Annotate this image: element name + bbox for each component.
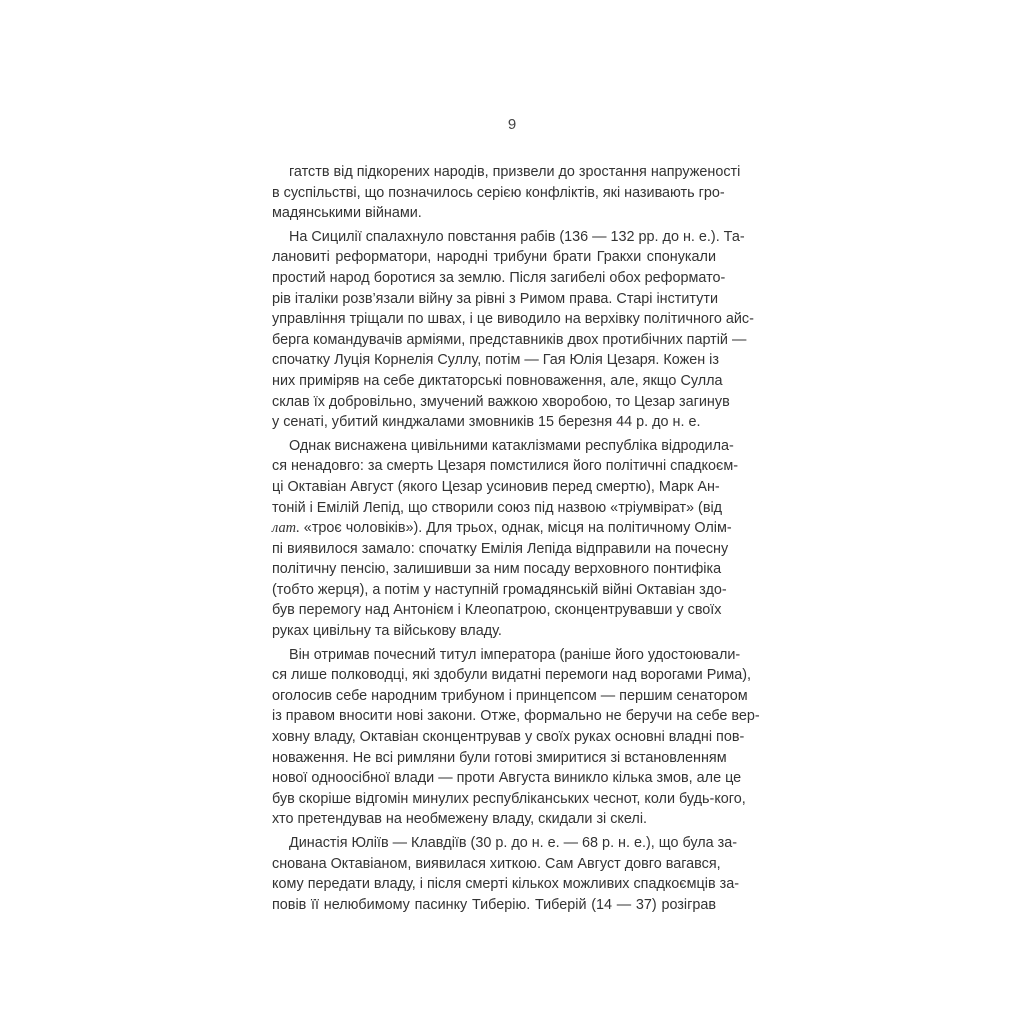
paragraph [272, 833, 740, 915]
paragraph [272, 162, 741, 224]
text-line: Однак виснажена цивільними катаклізмами республіка відродила- [289, 437, 734, 454]
text-line: ся лише полководці, які здобули видатні перемоги над ворогами Рима), [272, 667, 752, 684]
text-line: тоній і Емілій Лепід, що створили союз під назвою «тріумвірат» (від [272, 499, 723, 516]
text-line: (тобто жерця), а потім у наступній громадянській війні Октавіан здо- [272, 581, 727, 598]
text-line: гатств від підкорених народів, призвели до зростання напруженості [289, 164, 741, 180]
text-line: пі виявилося замало: спочатку Емілія Лепіда відправили на почесну [272, 540, 729, 557]
page-number: 9 [507, 116, 517, 133]
body-text [272, 162, 760, 918]
paragraph [272, 227, 754, 433]
text-line: із правом вносити нові закони. Отже, формально не беручи на себе вер- [272, 708, 760, 725]
text-line: політичну пенсію, залишивши за ним посаду верховного понтифіка [272, 561, 722, 578]
text-line: лат. «троє чоловіків»). Для трьох, однак, місця на політичному Олім- [272, 520, 732, 537]
text-line: хто претендував на необмежену владу, скидали зі скелі. [272, 811, 648, 828]
text-line: спочатку Луція Корнелія Суллу, потім — Гая Юлія Цезаря. Кожен із [272, 352, 719, 369]
paragraph [272, 436, 739, 642]
text-line: управління тріщали по швах, і це виводило на верхівку політичного айс- [272, 311, 754, 328]
text-line: ховну владу, Октавіан сконцентрував у своїх руках основні владні пов- [272, 729, 745, 746]
text-line: лановиті реформатори, народні трибуни брати Гракхи спонукали [272, 249, 716, 266]
text-line: ся ненадовго: за смерть Цезаря помстилися його політичні спадкоєм- [272, 458, 739, 475]
paragraph [272, 645, 760, 830]
text-line: Династія Юліїв — Клавдіїв (30 р. до н. е. — 68 р. н. е.), що була за- [289, 835, 738, 851]
text-line: оголосив себе народним трибуном і принцепсом — першим сенатором [272, 687, 748, 704]
text-line: в суспільстві, що позначилось серією конфліктів, які називають гро- [272, 184, 725, 201]
text-line: ці Октавіан Август (якого Цезар усиновив перед смертю), Марк Ан- [272, 478, 720, 495]
text-line: мадянськими війнами. [272, 205, 422, 222]
text-line: повів її нелюбимому пасинку Тиберію. Тиберій (14 — 37) розіграв [272, 896, 716, 913]
text-line: нової одноосібної влади — проти Августа виникло кілька змов, але це [272, 770, 742, 787]
text-line: був перемогу над Антонієм і Клеопатрою, сконцентрувавши у своїх [272, 602, 722, 619]
text-line: берга командувачів арміями, представників двох протибічних партій — [272, 331, 747, 348]
text-line: у сенаті, убитий кинджалами змовників 15 березня 44 р. до н. е. [272, 414, 701, 431]
text-line: був скоріше відгомін минулих республіканських чеснот, коли будь-кого, [272, 790, 746, 807]
text-line: На Сицилії спалахнуло повстання рабів (136 — 132 рр. до н. е.). Та- [289, 228, 745, 245]
text-line: склав їх добровільно, змучений важкою хворобою, то Цезар загинув [272, 393, 730, 410]
text-line: руках цивільну та військову владу. [272, 623, 502, 640]
text-line: новаження. Не всі римляни були готові змиритися зі встановленням [272, 749, 727, 766]
text-line: кому передати владу, і після смерті кількох можливих спадкоємців за- [272, 876, 740, 893]
text-line: снована Октавіаном, виявилася хиткою. Сам Август довго вагався, [272, 855, 721, 872]
text-line: них приміряв на себе диктаторські повноваження, але, якщо Сулла [272, 372, 723, 389]
text-line: рів італіки розв’язали війну за рівні з Римом права. Старі інститути [272, 290, 718, 307]
text-line: простий народ боротися за землю. Після загибелі обох реформато- [272, 269, 726, 286]
text-line: Він отримав почесний титул імператора (раніше його удостоювали- [289, 646, 741, 663]
